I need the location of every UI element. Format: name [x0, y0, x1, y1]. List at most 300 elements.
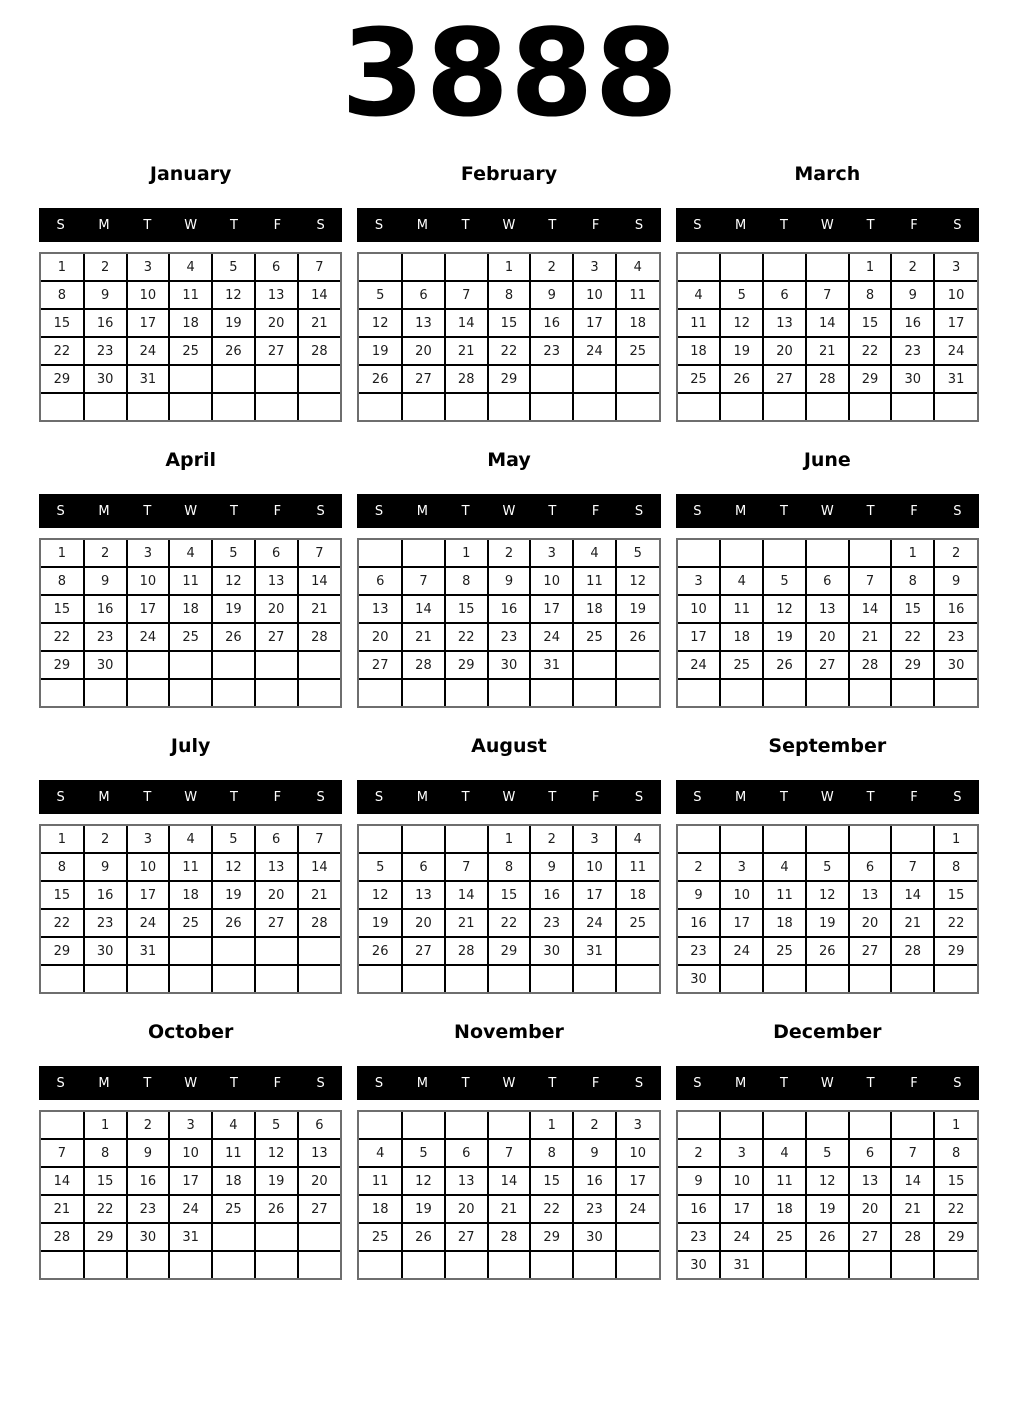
day-cell: 25 [169, 909, 212, 937]
week-row [41, 567, 340, 595]
day-cell: 31 [720, 1251, 763, 1278]
day-cell: 15 [41, 309, 84, 337]
day-cell: 4 [573, 540, 616, 567]
months-grid [39, 150, 979, 1280]
day-cell: 4 [616, 826, 659, 853]
empty-day-cell [359, 393, 402, 420]
day-cell: 28 [891, 1223, 934, 1251]
month-block-november [357, 1008, 660, 1280]
empty-day-cell [298, 679, 341, 706]
day-cell: 12 [720, 309, 763, 337]
day-cell: 12 [616, 567, 659, 595]
empty-day-cell [127, 679, 170, 706]
weekday-header-row [676, 494, 979, 528]
month-grid-frame [676, 252, 979, 422]
day-cell: 5 [212, 540, 255, 567]
day-cell: 7 [849, 567, 892, 595]
day-cell: 10 [573, 281, 616, 309]
day-cell: 26 [806, 937, 849, 965]
day-cell: 15 [934, 1167, 977, 1195]
day-cell: 3 [169, 1112, 212, 1139]
week-row [359, 679, 658, 706]
month-title: April [165, 449, 217, 471]
day-cell: 9 [84, 281, 127, 309]
day-cell: 28 [402, 651, 445, 679]
week-row [678, 393, 977, 420]
weekday-label: S [693, 789, 702, 805]
day-cell: 16 [573, 1167, 616, 1195]
empty-day-cell [891, 1251, 934, 1278]
day-cell: 15 [934, 881, 977, 909]
day-cell: 14 [402, 595, 445, 623]
day-cell: 18 [573, 595, 616, 623]
day-cell: 21 [41, 1195, 84, 1223]
day-cell: 17 [127, 309, 170, 337]
empty-day-cell [41, 1112, 84, 1139]
day-cell: 8 [891, 567, 934, 595]
weekday-label: F [273, 1075, 282, 1091]
week-row [359, 937, 658, 965]
empty-day-cell [616, 937, 659, 965]
weekday-label: T [780, 1075, 788, 1091]
day-cell: 23 [530, 909, 573, 937]
week-row [41, 1223, 340, 1251]
week-row [678, 1112, 977, 1139]
weekday-header-row [357, 494, 660, 528]
empty-day-cell [298, 365, 341, 393]
day-cell: 5 [359, 853, 402, 881]
empty-day-cell [84, 965, 127, 992]
day-cell: 5 [806, 1139, 849, 1167]
month-grid-frame [676, 1110, 979, 1280]
empty-day-cell [298, 965, 341, 992]
day-cell: 21 [891, 909, 934, 937]
day-cell: 7 [806, 281, 849, 309]
day-cell: 29 [41, 651, 84, 679]
weekday-label: M [98, 503, 110, 519]
day-cell: 31 [169, 1223, 212, 1251]
day-cell: 22 [84, 1195, 127, 1223]
day-cell: 26 [359, 365, 402, 393]
day-cell: 2 [530, 254, 573, 281]
day-cell: 4 [720, 567, 763, 595]
day-cell: 19 [359, 337, 402, 365]
empty-day-cell [445, 254, 488, 281]
empty-day-cell [616, 651, 659, 679]
day-cell: 14 [806, 309, 849, 337]
week-row [678, 1195, 977, 1223]
day-cell: 21 [488, 1195, 531, 1223]
day-cell: 21 [298, 595, 341, 623]
day-cell: 5 [402, 1139, 445, 1167]
day-cell: 2 [678, 853, 721, 881]
empty-day-cell [678, 1112, 721, 1139]
day-cell: 23 [573, 1195, 616, 1223]
weekday-label: S [316, 217, 325, 233]
day-cell: 27 [849, 937, 892, 965]
week-row [41, 309, 340, 337]
week-row [41, 965, 340, 992]
empty-day-cell [127, 965, 170, 992]
weekday-label: S [953, 217, 962, 233]
day-cell: 5 [212, 826, 255, 853]
day-cell: 25 [169, 337, 212, 365]
week-row [678, 965, 977, 992]
weekday-label: M [416, 1075, 428, 1091]
week-row [359, 1112, 658, 1139]
day-cell: 17 [127, 881, 170, 909]
week-row [359, 393, 658, 420]
day-cell: 16 [84, 881, 127, 909]
week-row [678, 623, 977, 651]
day-cell: 22 [445, 623, 488, 651]
day-cell: 30 [530, 937, 573, 965]
week-row [678, 826, 977, 853]
day-cell: 1 [445, 540, 488, 567]
month-grid-frame [357, 1110, 660, 1280]
month-days-table [41, 826, 340, 992]
empty-day-cell [763, 1251, 806, 1278]
day-cell: 16 [84, 595, 127, 623]
day-cell: 26 [212, 337, 255, 365]
week-row [359, 909, 658, 937]
empty-day-cell [806, 393, 849, 420]
day-cell: 10 [616, 1139, 659, 1167]
week-row [359, 595, 658, 623]
empty-day-cell [255, 937, 298, 965]
day-cell: 5 [806, 853, 849, 881]
day-cell: 3 [573, 826, 616, 853]
day-cell: 14 [298, 281, 341, 309]
week-row [41, 1139, 340, 1167]
day-cell: 20 [849, 909, 892, 937]
day-cell: 14 [891, 1167, 934, 1195]
day-cell: 1 [530, 1112, 573, 1139]
day-cell: 19 [806, 1195, 849, 1223]
weekday-label: T [143, 217, 152, 233]
empty-day-cell [41, 393, 84, 420]
day-cell: 1 [41, 826, 84, 853]
day-cell: 23 [934, 623, 977, 651]
empty-day-cell [849, 826, 892, 853]
day-cell: 1 [488, 826, 531, 853]
day-cell: 15 [530, 1167, 573, 1195]
day-cell: 8 [84, 1139, 127, 1167]
weekday-label: F [273, 789, 282, 805]
empty-day-cell [573, 365, 616, 393]
week-row [359, 1139, 658, 1167]
weekday-label: F [910, 217, 918, 233]
weekday-label: W [184, 503, 198, 519]
day-cell: 22 [934, 1195, 977, 1223]
empty-day-cell [298, 1251, 341, 1278]
empty-day-cell [678, 393, 721, 420]
week-row [678, 651, 977, 679]
empty-day-cell [255, 393, 298, 420]
month-block-may [357, 436, 660, 708]
day-cell: 3 [573, 254, 616, 281]
week-row [678, 254, 977, 281]
week-row [359, 651, 658, 679]
empty-day-cell [891, 965, 934, 992]
day-cell: 16 [678, 1195, 721, 1223]
day-cell: 22 [41, 909, 84, 937]
weekday-label: F [591, 503, 600, 519]
day-cell: 14 [488, 1167, 531, 1195]
empty-day-cell [763, 540, 806, 567]
day-cell: 8 [488, 853, 531, 881]
empty-day-cell [573, 965, 616, 992]
day-cell: 3 [530, 540, 573, 567]
month-block-june [676, 436, 979, 708]
day-cell: 30 [127, 1223, 170, 1251]
empty-day-cell [934, 679, 977, 706]
month-grid-frame [676, 538, 979, 708]
day-cell: 27 [402, 365, 445, 393]
day-cell: 6 [298, 1112, 341, 1139]
empty-day-cell [763, 965, 806, 992]
month-block-april [39, 436, 342, 708]
day-cell: 11 [212, 1139, 255, 1167]
day-cell: 2 [530, 826, 573, 853]
day-cell: 29 [530, 1223, 573, 1251]
month-title: March [794, 163, 861, 185]
day-cell: 2 [934, 540, 977, 567]
weekday-label: S [316, 503, 325, 519]
day-cell: 22 [488, 909, 531, 937]
day-cell: 24 [530, 623, 573, 651]
day-cell: 27 [849, 1223, 892, 1251]
week-row [41, 365, 340, 393]
week-row [41, 254, 340, 281]
day-cell: 5 [720, 281, 763, 309]
day-cell: 13 [445, 1167, 488, 1195]
day-cell: 9 [127, 1139, 170, 1167]
empty-day-cell [255, 1251, 298, 1278]
day-cell: 23 [488, 623, 531, 651]
day-cell: 16 [530, 309, 573, 337]
empty-day-cell [359, 1112, 402, 1139]
day-cell: 9 [84, 567, 127, 595]
day-cell: 23 [678, 1223, 721, 1251]
day-cell: 30 [678, 1251, 721, 1278]
day-cell: 21 [298, 881, 341, 909]
day-cell: 9 [84, 853, 127, 881]
day-cell: 22 [849, 337, 892, 365]
day-cell: 3 [127, 826, 170, 853]
week-row [41, 1167, 340, 1195]
day-cell: 24 [573, 909, 616, 937]
week-row [359, 881, 658, 909]
day-cell: 26 [212, 623, 255, 651]
weekday-label: M [98, 1075, 110, 1091]
day-cell: 24 [127, 623, 170, 651]
empty-day-cell [445, 393, 488, 420]
empty-day-cell [488, 1251, 531, 1278]
day-cell: 16 [891, 309, 934, 337]
day-cell: 18 [169, 595, 212, 623]
week-row [359, 826, 658, 853]
day-cell: 8 [41, 281, 84, 309]
day-cell: 9 [934, 567, 977, 595]
day-cell: 18 [616, 881, 659, 909]
empty-day-cell [169, 651, 212, 679]
day-cell: 26 [616, 623, 659, 651]
day-cell: 29 [84, 1223, 127, 1251]
empty-day-cell [127, 1251, 170, 1278]
day-cell: 11 [763, 881, 806, 909]
day-cell: 13 [298, 1139, 341, 1167]
week-row [41, 937, 340, 965]
empty-day-cell [763, 679, 806, 706]
day-cell: 16 [84, 309, 127, 337]
day-cell: 29 [41, 937, 84, 965]
week-row [41, 1195, 340, 1223]
weekday-label: T [548, 789, 557, 805]
month-grid-frame [357, 252, 660, 422]
day-cell: 20 [255, 881, 298, 909]
day-cell: 28 [445, 365, 488, 393]
day-cell: 8 [934, 853, 977, 881]
day-cell: 17 [127, 595, 170, 623]
day-cell: 13 [255, 853, 298, 881]
day-cell: 4 [763, 853, 806, 881]
day-cell: 27 [445, 1223, 488, 1251]
day-cell: 25 [169, 623, 212, 651]
day-cell: 2 [127, 1112, 170, 1139]
day-cell: 27 [359, 651, 402, 679]
day-cell: 27 [255, 623, 298, 651]
weekday-header-row [39, 208, 342, 242]
day-cell: 24 [678, 651, 721, 679]
day-cell: 6 [402, 281, 445, 309]
day-cell: 7 [41, 1139, 84, 1167]
day-cell: 7 [298, 254, 341, 281]
weekday-label: S [634, 503, 644, 519]
day-cell: 14 [891, 881, 934, 909]
day-cell: 10 [127, 853, 170, 881]
month-days-table [41, 1112, 340, 1278]
weekday-label: W [184, 789, 198, 805]
day-cell: 23 [84, 909, 127, 937]
empty-day-cell [402, 679, 445, 706]
day-cell: 23 [891, 337, 934, 365]
weekday-label: S [634, 1075, 644, 1091]
week-row [678, 1223, 977, 1251]
day-cell: 1 [41, 254, 84, 281]
weekday-label: F [273, 503, 282, 519]
week-row [359, 540, 658, 567]
empty-day-cell [255, 679, 298, 706]
month-grid-frame [357, 824, 660, 994]
day-cell: 6 [445, 1139, 488, 1167]
weekday-header-row [676, 208, 979, 242]
empty-day-cell [298, 937, 341, 965]
empty-day-cell [806, 826, 849, 853]
day-cell: 18 [169, 309, 212, 337]
weekday-label: M [735, 503, 747, 519]
year-title: 3888 [341, 5, 679, 144]
day-cell: 9 [530, 281, 573, 309]
day-cell: 25 [212, 1195, 255, 1223]
day-cell: 7 [298, 826, 341, 853]
day-cell: 3 [720, 1139, 763, 1167]
day-cell: 20 [763, 337, 806, 365]
empty-day-cell [255, 365, 298, 393]
day-cell: 3 [616, 1112, 659, 1139]
weekday-label: S [953, 789, 962, 805]
day-cell: 14 [445, 881, 488, 909]
day-cell: 9 [530, 853, 573, 881]
empty-day-cell [806, 679, 849, 706]
day-cell: 26 [359, 937, 402, 965]
day-cell: 11 [616, 853, 659, 881]
day-cell: 7 [488, 1139, 531, 1167]
day-cell: 24 [934, 337, 977, 365]
weekday-label: S [374, 789, 384, 805]
weekday-label: S [56, 503, 65, 519]
day-cell: 23 [84, 337, 127, 365]
day-cell: 31 [530, 651, 573, 679]
week-row [359, 965, 658, 992]
day-cell: 24 [573, 337, 616, 365]
empty-day-cell [849, 393, 892, 420]
empty-day-cell [127, 393, 170, 420]
empty-day-cell [169, 937, 212, 965]
empty-day-cell [720, 540, 763, 567]
month-title: November [454, 1021, 564, 1043]
week-row [41, 853, 340, 881]
day-cell: 10 [169, 1139, 212, 1167]
weekday-header-row [357, 780, 660, 814]
weekday-label: T [143, 1075, 152, 1091]
day-cell: 23 [127, 1195, 170, 1223]
month-block-february [357, 150, 660, 422]
day-cell: 10 [720, 1167, 763, 1195]
day-cell: 31 [127, 937, 170, 965]
week-row [41, 651, 340, 679]
empty-day-cell [530, 365, 573, 393]
day-cell: 13 [806, 595, 849, 623]
weekday-label: M [98, 789, 110, 805]
day-cell: 14 [445, 309, 488, 337]
empty-day-cell [41, 1251, 84, 1278]
month-title: August [471, 735, 547, 757]
day-cell: 19 [616, 595, 659, 623]
day-cell: 7 [891, 1139, 934, 1167]
empty-day-cell [212, 937, 255, 965]
day-cell: 20 [255, 309, 298, 337]
day-cell: 4 [678, 281, 721, 309]
day-cell: 1 [849, 254, 892, 281]
day-cell: 12 [212, 853, 255, 881]
day-cell: 20 [298, 1167, 341, 1195]
day-cell: 2 [891, 254, 934, 281]
empty-day-cell [806, 1251, 849, 1278]
weekday-label: F [910, 1075, 918, 1091]
day-cell: 4 [359, 1139, 402, 1167]
day-cell: 26 [806, 1223, 849, 1251]
day-cell: 7 [445, 281, 488, 309]
day-cell: 16 [530, 881, 573, 909]
weekday-label: F [910, 789, 918, 805]
weekday-label: W [820, 503, 834, 519]
week-row [678, 309, 977, 337]
weekday-header-row [39, 780, 342, 814]
day-cell: 13 [763, 309, 806, 337]
day-cell: 19 [720, 337, 763, 365]
day-cell: 10 [530, 567, 573, 595]
